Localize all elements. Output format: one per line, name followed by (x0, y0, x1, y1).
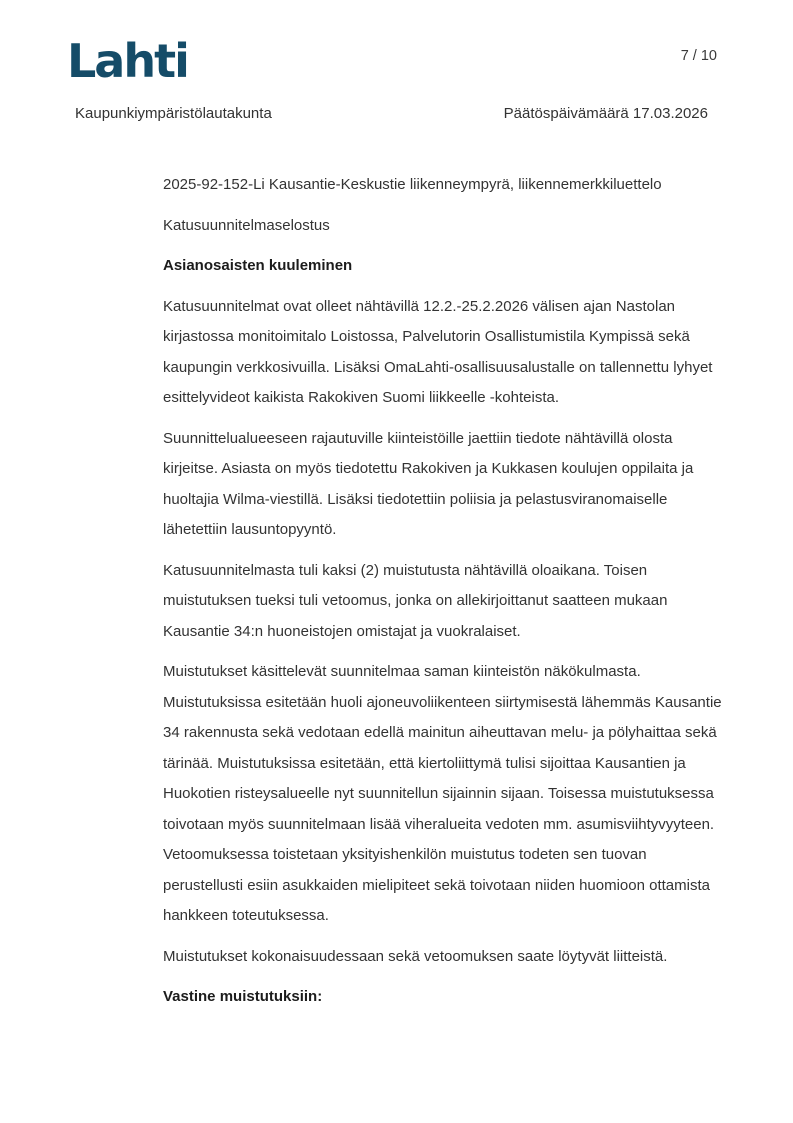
paragraph-muistutukset-maara: Katusuunnitelmasta tuli kaksi (2) muistutusta nähtävillä oloaikana. Toisen muistutuksen tueksi tuli vetoomus, jonka on allekirjoittanut saatteen mukaan Kausantie 34:n huoneistojen omistajat ja vuokralaiset. (163, 561, 668, 640)
section-heading-vastine-muistutuksiin: Vastine muistutuksiin: (163, 988, 323, 1005)
case-title-line: 2025-92-152-Li Kausantie-Keskustie liikenneympyrä, liikennemerkkiluettelo (163, 176, 662, 193)
document-body (163, 170, 725, 1023)
document-type-line: Katusuunnitelmaselostus (163, 216, 330, 234)
paragraph-tiedottaminen: Suunnittelualueeseen rajautuville kiinteistöille jaettiin tiedote nähtävillä olosta kirjeitse. Asiasta on myös tiedotettu Rakokiven ja Kukkasen koulujen oppilaita ja huoltajia Wilma-viestillä. Lisäksi tiedotettiin poliisia ja pelastusviranomaiselle lähetettiin lausuntopyyntö. (163, 429, 694, 538)
paragraph-liitteet: Muistutukset kokonaisuudessaan sekä vetoomuksen saate löytyvät liitteistä. (163, 947, 668, 965)
lahti-logo: Lahti (67, 34, 188, 88)
page-number: 7 / 10 (680, 48, 717, 64)
paragraph-muistutusten-sisalto: Muistutukset käsittelevät suunnitelmaa saman kiinteistön näkökulmasta. Muistutuksissa esitetään huoli ajoneuvoliikenteen siirtymisestä lähemmäs Kausantie 34 rakennusta sekä vedotaan edellä mainitun aiheuttavan melu- ja pölyhaittaa sekä tärinää. Muistutuksissa esitetään, että kiertoliittymä tulisi sijoittaa Kausantien ja Huokotien risteysalueelle nyt suunnitellun sijainnin sijaan. Toisessa muistutuksessa toivotaan myös suunnitelmaan lisää viheralueita vedoten mm. asumisviihtyvyyteen. Vetoomuksessa toistetaan yksityishenkilön muistutus todeten sen tuovan perustellusti esiin asukkaiden mielipiteet sekä toivotaan niiden huomioon ottamista hankkeen toteutuksessa. (163, 663, 722, 924)
paragraph-nahtavilla-olo: Katusuunnitelmat ovat olleet nähtävillä 12.2.-25.2.2026 välisen ajan Nastolan kirjastossa monitoimitalo Loistossa, Palvelutorin Osallistumistila Kympissä sekä kaupungin verkkosivuilla. Lisäksi OmaLahti-osallisuusalustalle on tallennettu lyhyet esittelyvideot kaikista Rakokiven Suomi liikkeelle -kohteista. (163, 297, 713, 406)
section-heading-asianosaisten-kuuleminen: Asianosaisten kuuleminen (163, 257, 353, 274)
decision-date: Päätöspäivämäärä 17.03.2026 (503, 105, 708, 122)
committee-name: Kaupunkiympäristölautakunta (75, 105, 272, 122)
